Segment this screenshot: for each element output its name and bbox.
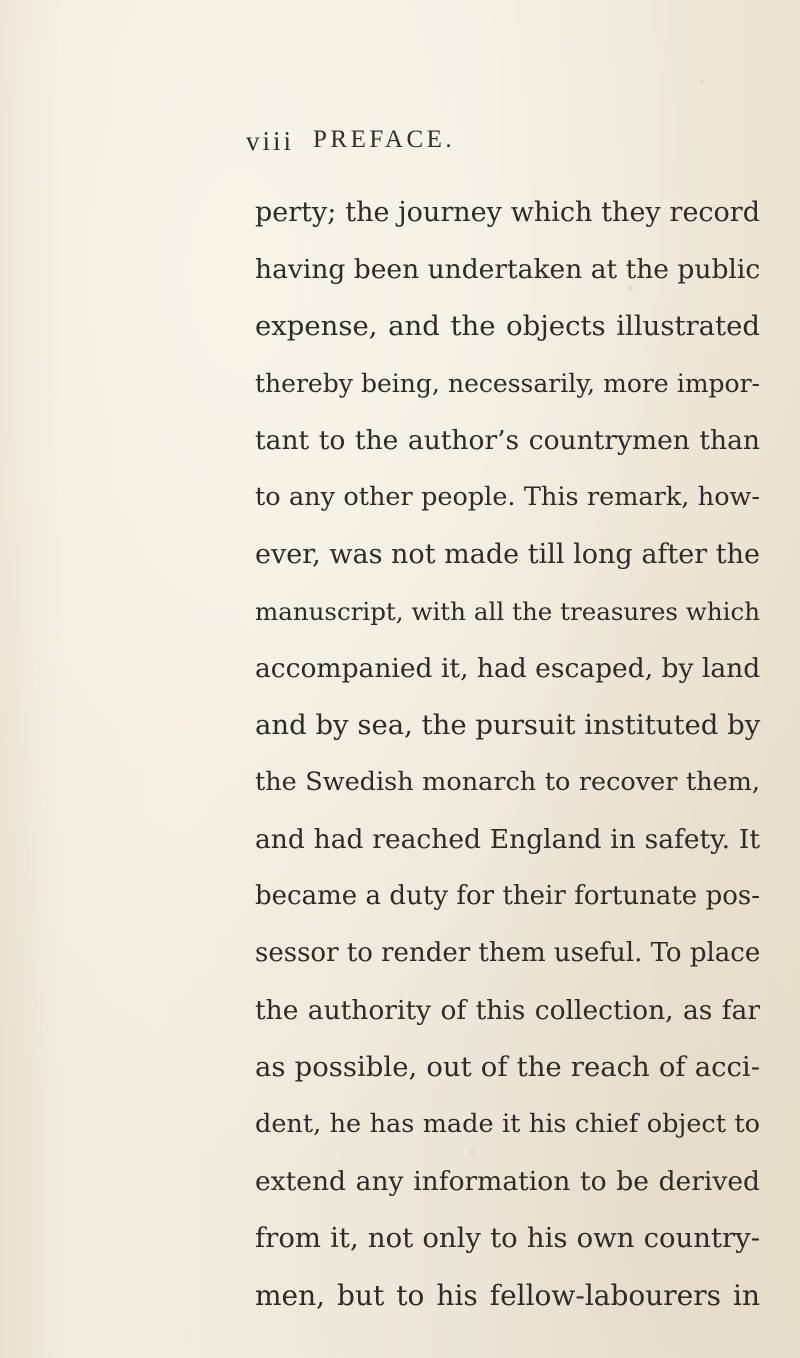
text-line: tant to the author’s countrymen than bbox=[255, 425, 760, 456]
text-line: from it, not only to his own country- bbox=[255, 1222, 760, 1254]
text-line: dent, he has made it his chief object to bbox=[255, 1109, 760, 1139]
text-line: manuscript, with all the treasures which bbox=[255, 597, 760, 626]
text-line: became a duty for their fortunate pos- bbox=[255, 881, 760, 911]
text-line: and had reached England in safety. It bbox=[255, 824, 760, 855]
text-line: the Swedish monarch to recover them, bbox=[255, 767, 760, 797]
running-head: PREFACE. bbox=[313, 126, 456, 153]
paper-foxing-spot bbox=[700, 80, 703, 83]
text-line: ever, was not made till long after the bbox=[255, 539, 760, 570]
text-line: having been undertaken at the public bbox=[255, 254, 761, 285]
text-line: extend any information to be derived bbox=[255, 1166, 760, 1197]
text-line: thereby being, necessarily, more impor- bbox=[255, 369, 760, 398]
text-line: men, but to his fellow-labourers in bbox=[255, 1279, 760, 1312]
text-line: the authority of this collection, as far bbox=[255, 995, 760, 1026]
text-line: as possible, out of the reach of acci- bbox=[255, 1051, 760, 1083]
text-line: expense, and the objects illustrated bbox=[255, 310, 760, 342]
page-number: viii bbox=[246, 126, 295, 156]
text-line: sessor to render them useful. To place bbox=[255, 938, 761, 968]
text-line: perty; the journey which they record bbox=[255, 197, 760, 228]
text-line: and by sea, the pursuit instituted by bbox=[255, 709, 761, 741]
text-line: accompanied it, had escaped, by land bbox=[255, 653, 761, 684]
text-line: to any other people. This remark, how- bbox=[255, 482, 760, 512]
body-text bbox=[255, 184, 760, 1324]
